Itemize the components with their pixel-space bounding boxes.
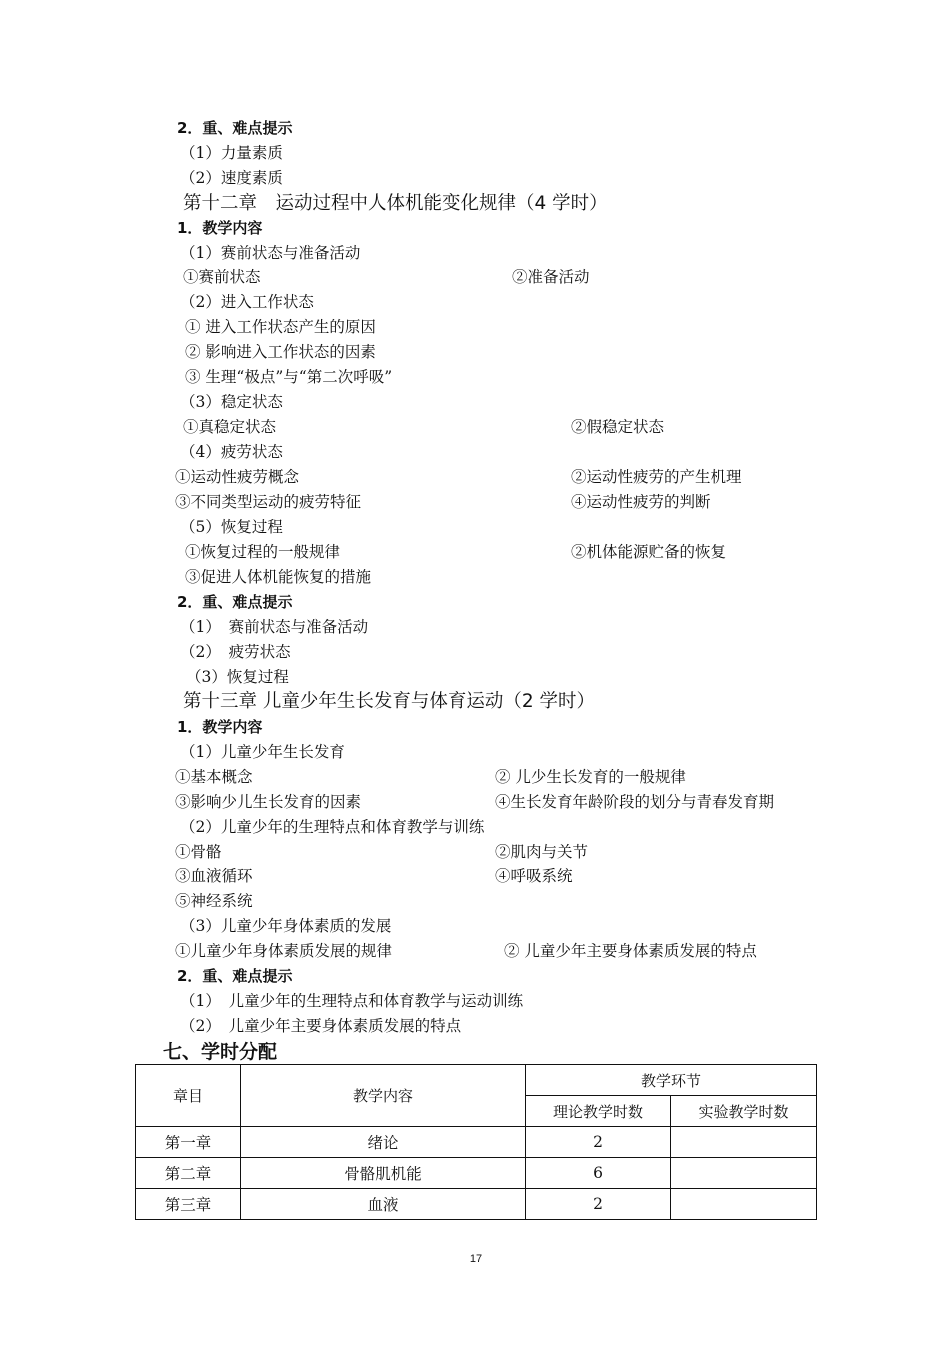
cell-content: 血液 (241, 1189, 526, 1220)
cell-chapter: 第三章 (136, 1189, 241, 1220)
cell-lab (671, 1189, 817, 1220)
text-line: ③不同类型运动的疲劳特征 (175, 493, 362, 511)
text-line: （2）儿童少年的生理特点和体育教学与训练 (180, 818, 485, 836)
text-line: （1）力量素质 (180, 144, 283, 162)
header-lab-hours: 实验教学时数 (671, 1096, 817, 1127)
cell-theory: 2 (526, 1127, 671, 1158)
text-line: ①赛前状态 (183, 268, 261, 286)
text-line: ③影响少儿生长发育的因素 (175, 793, 362, 811)
cell-lab (671, 1127, 817, 1158)
text-line: ②肌肉与关节 (495, 843, 589, 861)
text-line: ③血液循环 (175, 867, 253, 885)
cell-content: 绪论 (241, 1127, 526, 1158)
text-line: （1）儿童少年生长发育 (180, 743, 345, 761)
table-row (136, 1127, 817, 1158)
text-line: （3）儿童少年身体素质的发展 (180, 917, 392, 935)
cell-chapter: 第二章 (136, 1158, 241, 1189)
text-line: ②准备活动 (512, 268, 590, 286)
text-line: ② 影响进入工作状态的因素 (185, 343, 376, 361)
text-line: （2） 儿童少年主要身体素质发展的特点 (180, 1017, 462, 1035)
cell-content: 骨骼肌机能 (241, 1158, 526, 1189)
text-line: ④运动性疲劳的判断 (571, 493, 711, 511)
text-line: （2） 疲劳状态 (180, 643, 291, 661)
text-line: ③促进人体机能恢复的措施 (185, 568, 372, 586)
key-points-heading: 2．重、难点提示 (177, 967, 293, 985)
page-number: 17 (469, 1253, 483, 1265)
header-content: 教学内容 (241, 1065, 526, 1127)
text-line: ①真稳定状态 (183, 418, 277, 436)
cell-lab (671, 1158, 817, 1189)
section-7-heading: 七、学时分配 (163, 1041, 278, 1063)
text-line: （1） 儿童少年的生理特点和体育教学与运动训练 (180, 992, 524, 1010)
text-line: ② 儿少生长发育的一般规律 (495, 768, 686, 786)
cell-chapter: 第一章 (136, 1127, 241, 1158)
chapter-13-heading: 第十三章 儿童少年生长发育与体育运动（2 学时） (183, 691, 596, 712)
text-line: ①儿童少年身体素质发展的规律 (175, 942, 393, 960)
header-theory-hours: 理论教学时数 (526, 1096, 671, 1127)
cell-theory: 2 (526, 1189, 671, 1220)
key-points-heading: 2．重、难点提示 (177, 593, 293, 611)
text-line: （5）恢复过程 (180, 518, 283, 536)
text-line: （1）赛前状态与准备活动 (180, 244, 361, 262)
text-line: （3）稳定状态 (180, 393, 283, 411)
text-line: （2）速度素质 (180, 169, 283, 187)
text-line: ①运动性疲劳概念 (175, 468, 300, 486)
text-line: ①恢复过程的一般规律 (185, 543, 341, 561)
cell-theory: 6 (526, 1158, 671, 1189)
text-line: ② 儿童少年主要身体素质发展的特点 (504, 942, 757, 960)
text-line: ②假稳定状态 (571, 418, 665, 436)
header-chapter: 章目 (136, 1065, 241, 1127)
text-line: ① 进入工作状态产生的原因 (185, 318, 376, 336)
table-row (136, 1189, 817, 1220)
text-line: ③ 生理“极点”与“第二次呼吸” (185, 368, 393, 386)
teaching-content-heading: 1．教学内容 (177, 219, 263, 237)
teaching-content-heading: 1．教学内容 (177, 718, 263, 736)
text-line: ①基本概念 (175, 768, 253, 786)
text-line: ④生长发育年龄阶段的划分与青春发育期 (495, 793, 775, 811)
text-line: ②运动性疲劳的产生机理 (571, 468, 742, 486)
text-line: （3）恢复过程 (186, 668, 289, 686)
text-line: ②机体能源贮备的恢复 (571, 543, 727, 561)
text-line: ①骨骼 (175, 843, 222, 861)
table-row (136, 1158, 817, 1189)
text-line: ⑤神经系统 (175, 892, 253, 910)
hours-allocation-table (135, 1064, 817, 1220)
key-points-heading: 2．重、难点提示 (177, 119, 293, 137)
text-line: （2）进入工作状态 (180, 293, 314, 311)
text-line: （4）疲劳状态 (180, 443, 283, 461)
text-line: （1） 赛前状态与准备活动 (180, 618, 369, 636)
header-teaching: 教学环节 (526, 1065, 817, 1096)
text-line: ④呼吸系统 (495, 867, 573, 885)
chapter-12-heading: 第十二章 运动过程中人体机能变化规律（4 学时） (183, 193, 608, 214)
